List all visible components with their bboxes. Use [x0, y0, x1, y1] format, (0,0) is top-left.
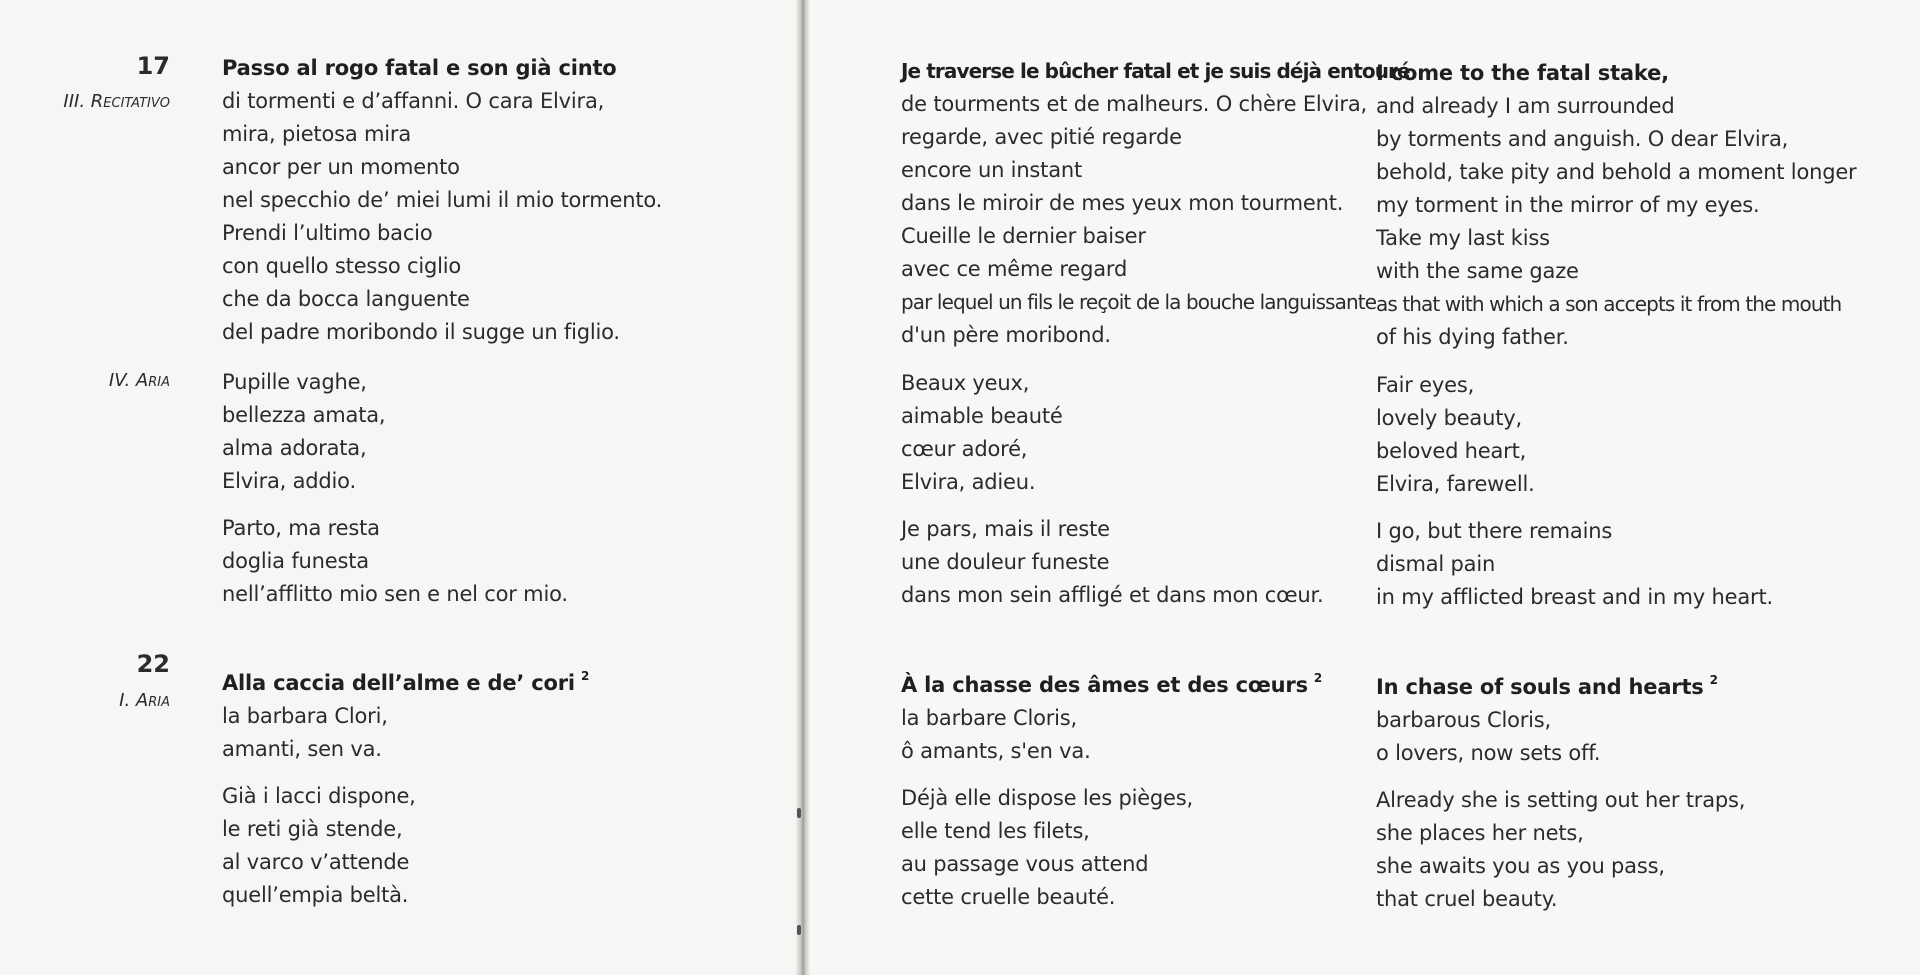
- verse-line: ancor per un momento: [222, 155, 460, 179]
- verse-line: Già i lacci dispone,: [222, 784, 416, 808]
- verse-line: quell’empia beltà.: [222, 883, 409, 907]
- verse-line: de tourments et de malheurs. O chère Elvira,: [901, 92, 1367, 116]
- verse-line: Déjà elle dispose les pièges,: [901, 786, 1193, 810]
- stanza: [222, 660, 589, 766]
- movement-label: I. Aria: [119, 690, 170, 711]
- verse-line: Alla caccia dell’alme e de’ cori $^2$: [222, 669, 590, 695]
- stanza: [901, 367, 1324, 499]
- verse-line: Cueille le dernier baiser: [901, 224, 1146, 248]
- verse-line: I go, but there remains: [1376, 519, 1613, 543]
- stanza: [1376, 369, 1773, 501]
- english-track22: [1376, 664, 1745, 930]
- verse-line: par lequel un fils le reçoit de la bouche languissante: [901, 290, 1377, 314]
- verse-line: she places her nets,: [1376, 821, 1584, 845]
- verse-line: dismal pain: [1376, 552, 1496, 576]
- verse-line: dans le miroir de mes yeux mon tourment.: [901, 191, 1344, 215]
- page-gutter: [796, 0, 810, 975]
- track-number: 17: [136, 52, 170, 80]
- verse-line: of his dying father.: [1376, 325, 1569, 349]
- verse-line: cette cruelle beauté.: [901, 885, 1116, 909]
- verse-line: Elvira, adieu.: [901, 470, 1036, 494]
- verse-line: Passo al rogo fatal e son già cinto: [222, 56, 617, 80]
- verse-line: avec ce même regard: [901, 257, 1128, 281]
- english-aria: [1376, 369, 1773, 628]
- verse-line: by torments and anguish. O dear Elvira,: [1376, 127, 1789, 151]
- verse-line: with the same gaze: [1376, 259, 1579, 283]
- verse-line: my torment in the mirror of my eyes.: [1376, 193, 1760, 217]
- stanza: [901, 662, 1322, 768]
- footnote-marker: 2: [580, 669, 590, 683]
- italian-track22: [222, 660, 589, 926]
- verse-line: In chase of souls and hearts $^2$: [1376, 673, 1718, 699]
- italian-recitativo: [222, 52, 662, 349]
- verse-line: doglia funesta: [222, 549, 369, 573]
- verse-line: Je pars, mais il reste: [901, 517, 1110, 541]
- verse-line: aimable beauté: [901, 404, 1063, 428]
- italian-aria: [222, 366, 568, 625]
- binding-mark: [797, 808, 801, 818]
- stanza: [222, 780, 589, 912]
- verse-line: she awaits you as you pass,: [1376, 854, 1665, 878]
- verse-line: dans mon sein affligé et dans mon cœur.: [901, 583, 1324, 607]
- verse-line: that cruel beauty.: [1376, 887, 1558, 911]
- track-number: 22: [136, 650, 170, 678]
- verse-line: as that with which a son accepts it from the mouth: [1376, 292, 1842, 316]
- verse-line: alma adorata,: [222, 436, 367, 460]
- french-aria: [901, 367, 1324, 626]
- verse-line: regarde, avec pitié regarde: [901, 125, 1182, 149]
- verse-line: Pupille vaghe,: [222, 370, 367, 394]
- stanza: [901, 782, 1322, 914]
- verse-line: con quello stesso ciglio: [222, 254, 462, 278]
- verse-line: d'un père moribond.: [901, 323, 1111, 347]
- verse-line: I come to the fatal stake,: [1376, 61, 1669, 85]
- stanza: [1376, 664, 1745, 770]
- verse-line: Take my last kiss: [1376, 226, 1550, 250]
- verse-line: and already I am surrounded: [1376, 94, 1675, 118]
- stanza: [222, 366, 568, 498]
- verse-line: o lovers, now sets off.: [1376, 741, 1601, 765]
- stanza: [901, 513, 1324, 612]
- verse-line: Je traverse le bûcher fatal et je suis déjà entouré: [901, 59, 1410, 83]
- verse-line: in my afflicted breast and in my heart.: [1376, 585, 1773, 609]
- verse-line: encore un instant: [901, 158, 1083, 182]
- verse-line: cœur adoré,: [901, 437, 1028, 461]
- verse-line: di tormenti e d’affanni. O cara Elvira,: [222, 89, 605, 113]
- verse-line: au passage vous attend: [901, 852, 1149, 876]
- verse-line: nel specchio de’ miei lumi il mio tormento.: [222, 188, 663, 212]
- verse-line: barbarous Cloris,: [1376, 708, 1552, 732]
- stanza: [222, 512, 568, 611]
- verse-line: Parto, ma resta: [222, 516, 380, 540]
- footnote-marker: 2: [1709, 673, 1718, 687]
- footnote-marker: 2: [1313, 671, 1323, 685]
- stanza: [1376, 515, 1773, 614]
- movement-label: III. Recitativo: [63, 91, 170, 112]
- verse-line: une douleur funeste: [901, 550, 1110, 574]
- verse-line: del padre moribondo il sugge un figlio.: [222, 320, 620, 344]
- verse-line: Beaux yeux,: [901, 371, 1030, 395]
- verse-line: beloved heart,: [1376, 439, 1527, 463]
- verse-line: Already she is setting out her traps,: [1376, 788, 1746, 812]
- verse-line: amanti, sen va.: [222, 737, 382, 761]
- verse-line: mira, pietosa mira: [222, 122, 411, 146]
- verse-line: Elvira, addio.: [222, 469, 356, 493]
- verse-line: Fair eyes,: [1376, 373, 1475, 397]
- verse-line: Elvira, farewell.: [1376, 472, 1535, 496]
- verse-line: la barbara Clori,: [222, 704, 388, 728]
- stanza: [1376, 784, 1745, 916]
- verse-line: elle tend les filets,: [901, 819, 1090, 843]
- verse-line: al varco v’attende: [222, 850, 410, 874]
- verse-line: ô amants, s'en va.: [901, 739, 1091, 763]
- verse-line: lovely beauty,: [1376, 406, 1522, 430]
- english-recitativo: [1376, 57, 1857, 354]
- verse-line: la barbare Cloris,: [901, 706, 1078, 730]
- french-recitativo: [901, 55, 1410, 352]
- verse-line: bellezza amata,: [222, 403, 386, 427]
- movement-label: IV. Aria: [108, 370, 170, 391]
- verse-line: nell’afflitto mio sen e nel cor mio.: [222, 582, 568, 606]
- verse-line: le reti già stende,: [222, 817, 403, 841]
- verse-line: Prendi l’ultimo bacio: [222, 221, 433, 245]
- binding-mark: [797, 925, 801, 935]
- french-track22: [901, 662, 1322, 928]
- verse-line: che da bocca languente: [222, 287, 470, 311]
- verse-line: behold, take pity and behold a moment longer: [1376, 160, 1857, 184]
- verse-line: À la chasse des âmes et des cœurs $^2$: [901, 671, 1323, 697]
